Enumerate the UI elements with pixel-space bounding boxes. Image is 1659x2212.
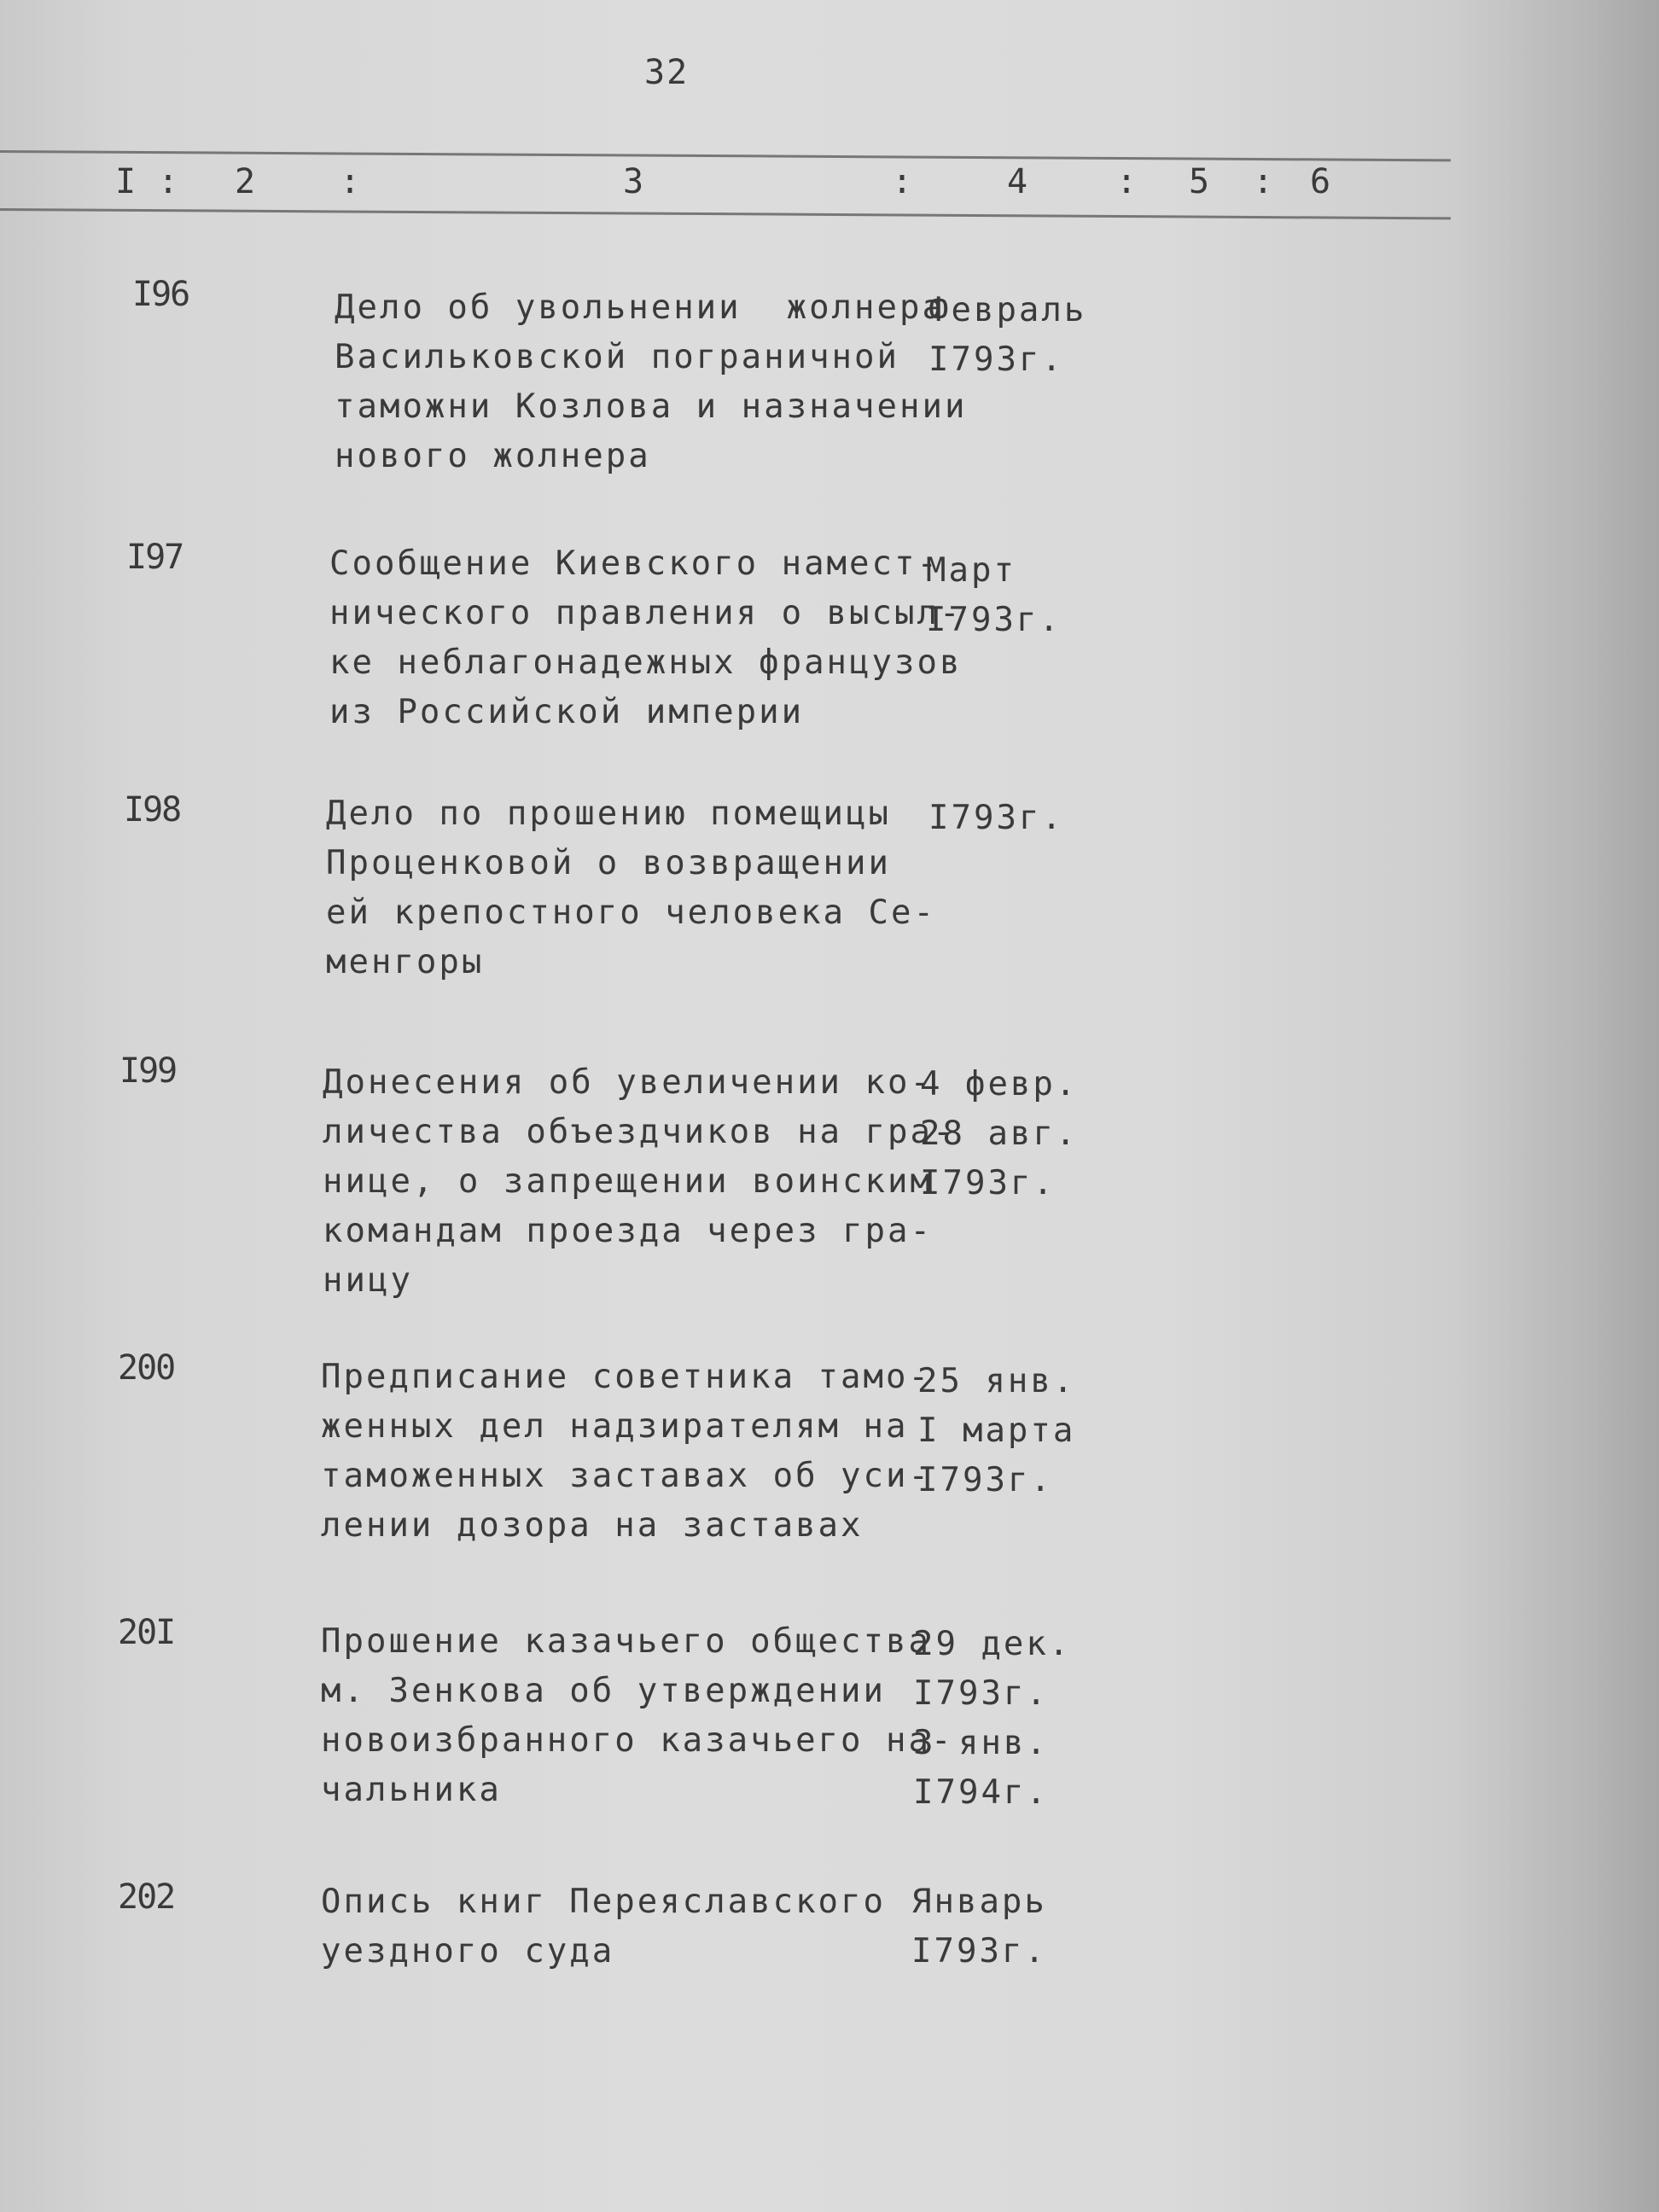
entry-title-line: Дело по прошению помещицы	[326, 795, 891, 833]
column-header-5: 5	[1189, 162, 1210, 201]
entry-title-line: уездного суда	[321, 1932, 615, 1970]
entry-date-line: I793г.	[926, 601, 1062, 639]
column-header-3: 3	[623, 162, 644, 201]
entry-title	[335, 283, 967, 481]
entry-number: I98	[124, 790, 181, 830]
entry-title-line: ницу	[323, 1261, 413, 1300]
entry-title-line: Проценковой о возвращении	[326, 844, 891, 882]
entry-title-line: командам проезда через гра-	[323, 1212, 933, 1250]
entry-date-line: I793г.	[928, 341, 1064, 379]
entry-title-line: новоизбранного казачьего на-	[321, 1721, 954, 1760]
entry-title-line: Донесения об увеличении ко-	[323, 1063, 933, 1102]
entry-date	[913, 1620, 1071, 1818]
entry-date-line: I793г.	[917, 1461, 1053, 1499]
entry-date	[926, 546, 1062, 645]
entry-number: I97	[126, 538, 183, 577]
entry-date	[920, 1060, 1078, 1208]
entry-date-line: 3 янв.	[913, 1724, 1049, 1762]
entry-title-line: менгоры	[326, 943, 485, 981]
entry-title-line: лении дозора на заставах	[321, 1506, 864, 1545]
entry-title	[321, 1617, 953, 1815]
entry-title-line: Сообщение Киевского намест-	[329, 544, 940, 583]
entry-title-line: нового жолнера	[335, 437, 651, 475]
entry-date	[928, 794, 1064, 843]
header-rule-top	[0, 150, 1451, 161]
entry-title-line: м. Зенкова об утверждении	[321, 1672, 886, 1710]
entry-title-line: из Российской империи	[329, 693, 805, 731]
entry-date-line: 25 янв.	[917, 1362, 1076, 1400]
entry-date-line: Январь	[911, 1883, 1047, 1921]
entry-title-line: Васильковской пограничной	[335, 338, 899, 376]
entry-title	[326, 789, 936, 987]
entry-date-line: 29 дек.	[913, 1625, 1072, 1663]
entry-title-line: Прошение казачьего общества	[321, 1622, 931, 1661]
entry-title-line: ке неблагонадежных французов	[329, 643, 963, 682]
entry-number: 202	[118, 1877, 175, 1917]
entry-title-line: женных дел надзирателям на	[321, 1407, 909, 1446]
entry-date-line: 28 авг.	[920, 1115, 1079, 1153]
entry-date-line: Февраль	[928, 291, 1087, 329]
entry-title	[321, 1353, 931, 1551]
entry-date-line: I794г.	[913, 1773, 1049, 1812]
entry-number: I99	[119, 1051, 177, 1091]
entry-title-line: нического правления о высыл-	[329, 594, 963, 632]
entry-title-line: таможни Козлова и назначении	[335, 387, 968, 426]
entry-date	[917, 1357, 1075, 1505]
entry-number: 20I	[118, 1613, 175, 1652]
entry-date-line: Март	[926, 551, 1016, 590]
column-header-1: I	[115, 162, 137, 201]
entry-date	[928, 286, 1086, 385]
entry-title-line: чальника	[321, 1771, 502, 1809]
entry-date	[911, 1877, 1047, 1976]
entry-date-line: 4 февр.	[920, 1065, 1079, 1103]
entry-number: 200	[118, 1348, 175, 1388]
column-separator: :	[1253, 162, 1274, 201]
header-rule-bottom	[0, 208, 1451, 219]
entry-date-line: I793г.	[913, 1674, 1049, 1713]
entry-date-line: I793г.	[928, 799, 1064, 837]
page-edge-shadow	[1451, 0, 1659, 2212]
column-separator: :	[892, 162, 913, 201]
column-separator: :	[340, 162, 361, 201]
entry-title	[329, 539, 962, 737]
entry-date-line: I793г.	[911, 1932, 1047, 1970]
column-header-2: 2	[235, 162, 256, 201]
column-separator: :	[1116, 162, 1138, 201]
page-number: 32	[644, 53, 690, 92]
entry-title-line: Опись книг Переяславского	[321, 1883, 886, 1921]
entry-title	[321, 1877, 886, 1976]
entry-number: I96	[132, 275, 189, 314]
column-separator: :	[158, 162, 179, 201]
entry-date-line: I марта	[917, 1412, 1076, 1450]
entry-title-line: Дело об увольнении жолнера	[335, 288, 945, 327]
entry-title-line: ей крепостного человека Се-	[326, 894, 936, 932]
entry-title-line: таможенных заставах об уси-	[321, 1457, 931, 1495]
column-header-4: 4	[1007, 162, 1028, 201]
entry-date-line: I793г.	[920, 1164, 1056, 1202]
entry-title-line: нице, о запрещении воинским	[323, 1162, 933, 1201]
entry-title	[323, 1058, 955, 1306]
column-header-6: 6	[1310, 162, 1331, 201]
entry-title-line: Предписание советника тамо-	[321, 1358, 931, 1396]
entry-title-line: личества объездчиков на гра-	[323, 1113, 956, 1151]
